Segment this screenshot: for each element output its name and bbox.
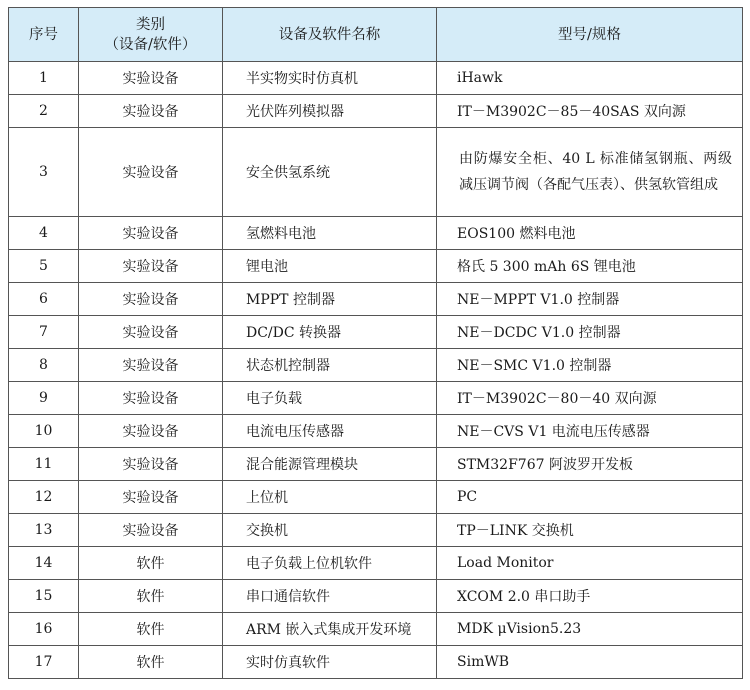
- cell-category: 软件: [79, 580, 223, 613]
- cell-spec: XCOM 2.0 串口助手: [437, 580, 743, 613]
- table-row: [9, 217, 743, 250]
- cell-index: 3: [9, 128, 79, 217]
- cell-category: 实验设备: [79, 481, 223, 514]
- cell-name: MPPT 控制器: [223, 283, 437, 316]
- cell-spec: NE－DCDC V1.0 控制器: [437, 316, 743, 349]
- cell-index: 1: [9, 62, 79, 95]
- table-row: [9, 448, 743, 481]
- cell-category: 实验设备: [79, 62, 223, 95]
- cell-spec: IT－M3902C－80－40 双向源: [437, 382, 743, 415]
- cell-category: 实验设备: [79, 316, 223, 349]
- table-row: [9, 547, 743, 580]
- cell-name: 电流电压传感器: [223, 415, 437, 448]
- table-row: [9, 62, 743, 95]
- cell-category: 实验设备: [79, 283, 223, 316]
- cell-name: 电子负载: [223, 382, 437, 415]
- header-name: 设备及软件名称: [223, 8, 437, 62]
- equipment-table-container: [8, 7, 742, 679]
- cell-name: 实时仿真软件: [223, 646, 437, 679]
- cell-index: 17: [9, 646, 79, 679]
- cell-spec: Load Monitor: [437, 547, 743, 580]
- cell-spec: NE－MPPT V1.0 控制器: [437, 283, 743, 316]
- cell-index: 10: [9, 415, 79, 448]
- cell-index: 16: [9, 613, 79, 646]
- cell-index: 13: [9, 514, 79, 547]
- table-row: [9, 613, 743, 646]
- cell-category: 实验设备: [79, 382, 223, 415]
- cell-name: 半实物实时仿真机: [223, 62, 437, 95]
- cell-category: 实验设备: [79, 349, 223, 382]
- cell-index: 6: [9, 283, 79, 316]
- cell-spec: TP－LINK 交换机: [437, 514, 743, 547]
- cell-name: 混合能源管理模块: [223, 448, 437, 481]
- table-row: [9, 415, 743, 448]
- cell-category: 实验设备: [79, 128, 223, 217]
- cell-spec: NE－SMC V1.0 控制器: [437, 349, 743, 382]
- table-header: [9, 8, 743, 62]
- cell-index: 15: [9, 580, 79, 613]
- cell-category: 实验设备: [79, 95, 223, 128]
- cell-index: 8: [9, 349, 79, 382]
- cell-spec: SimWB: [437, 646, 743, 679]
- table-row: [9, 481, 743, 514]
- table-row: [9, 382, 743, 415]
- equipment-software-table: [8, 7, 743, 679]
- cell-category: 软件: [79, 547, 223, 580]
- table-row: [9, 95, 743, 128]
- table-row: [9, 646, 743, 679]
- table-row: [9, 250, 743, 283]
- cell-category: 实验设备: [79, 415, 223, 448]
- cell-category: 软件: [79, 613, 223, 646]
- cell-spec: 格氏 5 300 mAh 6S 锂电池: [437, 250, 743, 283]
- cell-index: 14: [9, 547, 79, 580]
- cell-name: ARM 嵌入式集成开发环境: [223, 613, 437, 646]
- header-spec: 型号/规格: [437, 8, 743, 62]
- cell-spec: EOS100 燃料电池: [437, 217, 743, 250]
- cell-name: 交换机: [223, 514, 437, 547]
- cell-category: 实验设备: [79, 250, 223, 283]
- cell-name: 氢燃料电池: [223, 217, 437, 250]
- cell-spec: PC: [437, 481, 743, 514]
- cell-name: DC/DC 转换器: [223, 316, 437, 349]
- cell-spec: NE－CVS V1 电流电压传感器: [437, 415, 743, 448]
- cell-name: 安全供氢系统: [223, 128, 437, 217]
- cell-category: 实验设备: [79, 448, 223, 481]
- header-category-line1: 类别: [136, 16, 165, 33]
- cell-category: 软件: [79, 646, 223, 679]
- cell-index: 7: [9, 316, 79, 349]
- cell-index: 12: [9, 481, 79, 514]
- cell-spec: 由防爆安全柜、40 L 标准储氢钢瓶、两级减压调节阀（各配气压表）、供氢软管组成: [437, 128, 743, 217]
- cell-spec: STM32F767 阿波罗开发板: [437, 448, 743, 481]
- cell-index: 11: [9, 448, 79, 481]
- cell-spec: IT－M3902C－85－40SAS 双向源: [437, 95, 743, 128]
- table-body: [9, 62, 743, 679]
- cell-spec: iHawk: [437, 62, 743, 95]
- table-row: [9, 349, 743, 382]
- table-row: [9, 514, 743, 547]
- table-row: [9, 283, 743, 316]
- cell-category: 实验设备: [79, 217, 223, 250]
- cell-name: 锂电池: [223, 250, 437, 283]
- header-category-line2: （设备/软件）: [104, 36, 197, 53]
- cell-index: 2: [9, 95, 79, 128]
- header-row: [9, 8, 743, 62]
- cell-index: 4: [9, 217, 79, 250]
- cell-name: 电子负载上位机软件: [223, 547, 437, 580]
- table-row: [9, 316, 743, 349]
- cell-index: 9: [9, 382, 79, 415]
- cell-index: 5: [9, 250, 79, 283]
- cell-name: 串口通信软件: [223, 580, 437, 613]
- header-category: [79, 8, 223, 62]
- cell-spec: MDK μVision5.23: [437, 613, 743, 646]
- header-index: 序号: [9, 8, 79, 62]
- cell-name: 上位机: [223, 481, 437, 514]
- cell-category: 实验设备: [79, 514, 223, 547]
- cell-name: 光伏阵列模拟器: [223, 95, 437, 128]
- cell-name: 状态机控制器: [223, 349, 437, 382]
- table-row: [9, 128, 743, 217]
- table-row: [9, 580, 743, 613]
